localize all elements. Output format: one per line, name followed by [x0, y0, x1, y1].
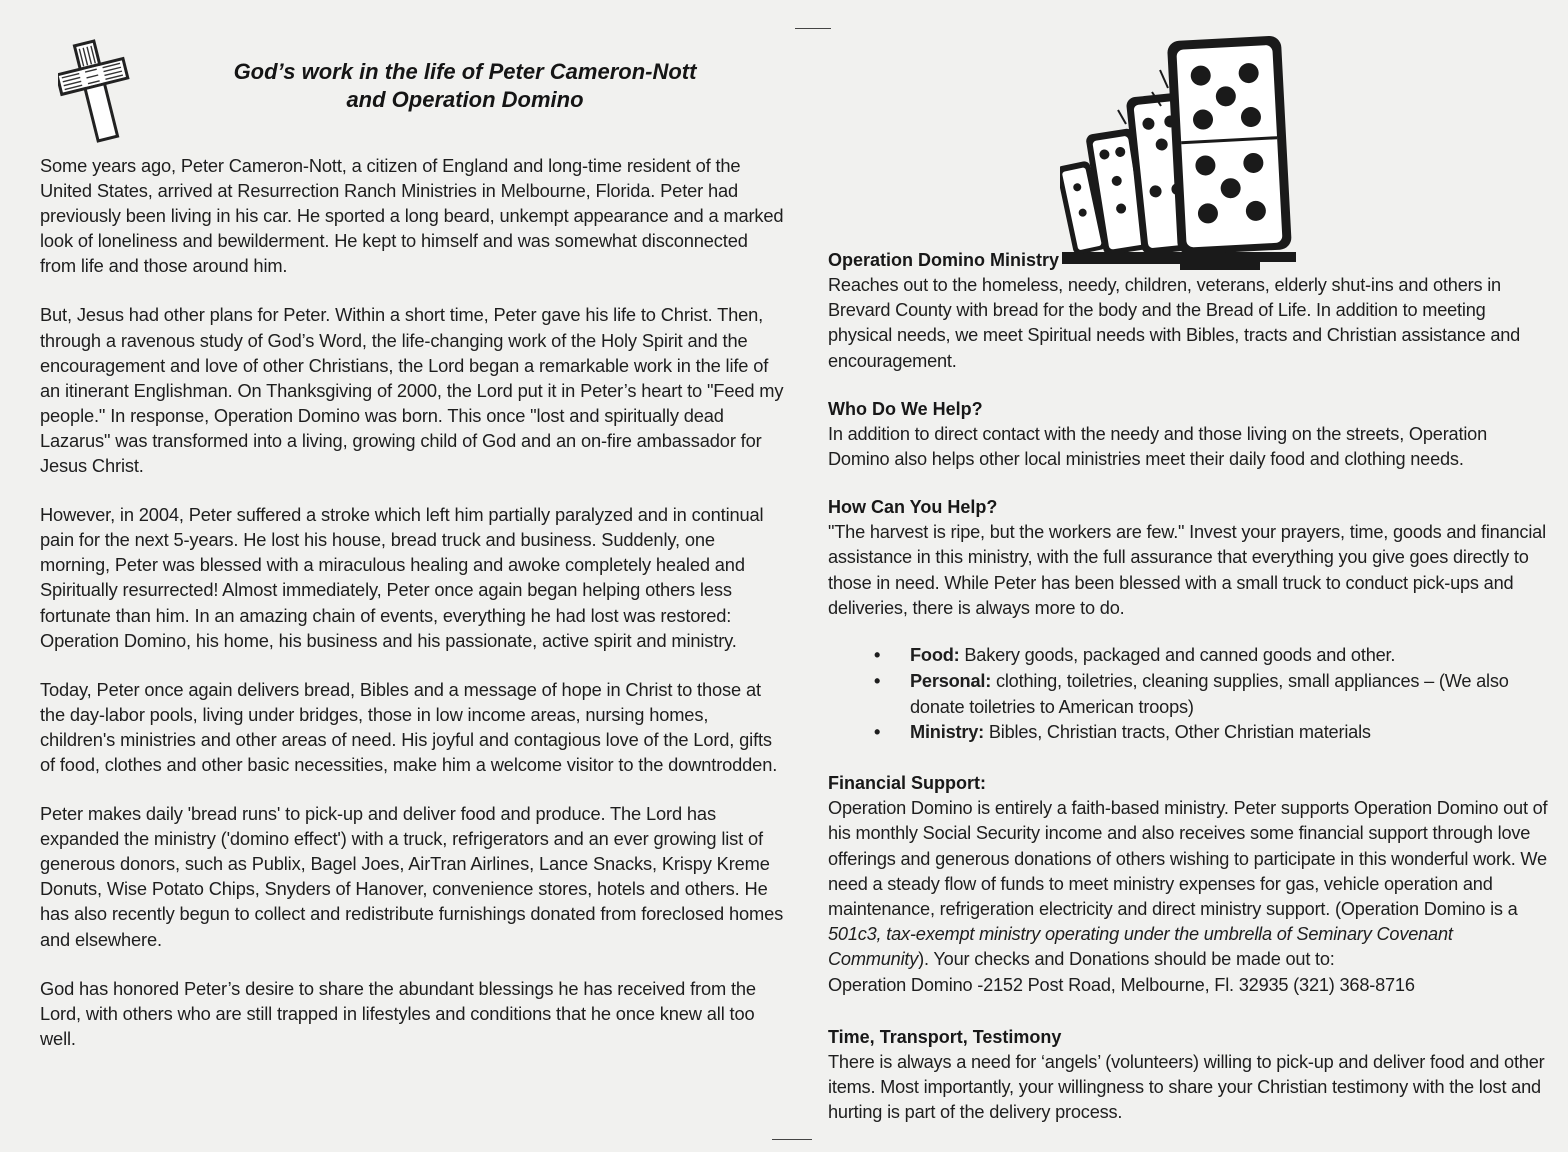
left-column	[40, 153, 785, 1075]
bullet-icon: •	[874, 645, 881, 666]
list-item	[874, 643, 1553, 669]
how-section	[828, 494, 1553, 621]
list-item-label: Personal:	[910, 670, 992, 691]
list-item	[874, 720, 1553, 746]
who-heading: Who Do We Help?	[828, 398, 983, 419]
list-item-label: Ministry:	[910, 722, 984, 743]
list-item-text: Bibles, Christian tracts, Other Christian materials	[984, 722, 1371, 743]
paragraph-5: Peter makes daily 'bread runs' to pick-up and deliver food and produce. The Lord has expanded the ministry ('domino effect') with a truck, refrigerators and an ever growing list of generous donors, such as Publix, Bagel Joes, AirTran Airlines, Lance Snacks, Krispy Kreme Donuts, Wise Potato Chips, Snyders of Hanover, convenience stores, hotels and others. He has also recently begun to collect and redistribute furnishings donated from foreclosed homes and elsewhere.	[40, 803, 784, 950]
right-column	[828, 247, 1553, 1147]
list-item-text: Bakery goods, packaged and canned goods and other.	[959, 645, 1396, 666]
ministry-body: Reaches out to the homeless, needy, children, veterans, elderly shut-ins and others in Brevard County with bread for the body and the Bread of Life. In addition to meeting physical needs, we meet Spiritual needs with Bibles, tracts and Christian assistance and encouragement.	[828, 275, 1521, 371]
paragraph-3: However, in 2004, Peter suffered a stroke which left him partially paralyzed and in continual pain for the next 5-years. He lost his house, bread truck and business. Suddenly, one morning, Peter was blessed with a miraculous healing and awoke completely healed and Spiritually resurrected! Almost immediately, Peter once again began helping others less fortunate than him. In an amazing chain of events, everything he had lost was restored: Operation Domino, his home, his business and his passionate, active spirit and ministry.	[40, 504, 764, 651]
financial-address: Operation Domino -2152 Post Road, Melbourne, Fl. 32935 (321) 368-8716	[828, 974, 1415, 995]
ministry-heading: Operation Domino Ministry	[828, 250, 1060, 270]
who-section	[828, 396, 1553, 472]
financial-body-italic: 501c3, tax-exempt ministry operating under the umbrella of Seminary Covenant Community	[828, 924, 1453, 970]
time-body: There is always a need for ‘angels’ (volunteers) willing to pick-up and deliver food and other items. Most importantly, your willingness to share your Christian testimony with the lost and hurting is part of the delivery process.	[828, 1051, 1545, 1123]
title-line-1: God’s work in the life of Peter Cameron-Nott	[233, 59, 697, 84]
paragraph-2: But, Jesus had other plans for Peter. Within a short time, Peter gave his life to Christ. Then, through a ravenous study of God’s Word, the life-changing work of the Holy Spirit and the encouragement and love of other Christians, the Lord began a remarkable work in the life of an itinerant Englishman. On Thanksgiving of 2000, the Lord put it in Peter’s heart to "Feed my people." In response, Operation Domino was born. This once "lost and spiritually dead Lazarus" was transformed into a living, growing child of God and an on-fire ambassador for Jesus Christ.	[40, 304, 784, 477]
list-item-text: clothing, toiletries, cleaning supplies, small appliances – (We also donate toiletries to American troops)	[910, 670, 1509, 717]
how-body: "The harvest is ripe, but the workers are few." Invest your prayers, time, goods and financial assistance in this ministry, with the full assurance that everything you give goes directly to those in need. While Peter has been blessed with a small truck to conduct pick-ups and deliveries, there is always more to do.	[828, 522, 1546, 618]
falling-dominoes-icon	[1060, 30, 1300, 275]
bullet-icon: •	[874, 722, 881, 743]
paragraph-6: God has honored Peter’s desire to share the abundant blessings he has received from the Lord, with others who are still trapped in lifestyles and conditions that he once knew all too well.	[40, 977, 756, 1049]
financial-heading: Financial Support:	[828, 773, 987, 794]
donation-list	[828, 643, 1553, 746]
financial-body	[828, 796, 1553, 972]
time-section	[828, 1024, 1553, 1126]
article-title	[150, 58, 780, 114]
financial-section	[828, 770, 1553, 998]
financial-body-end: ). Your checks and Donations should be made out to:	[918, 949, 1335, 970]
fold-mark-bottom	[772, 1139, 812, 1140]
bullet-icon: •	[874, 670, 881, 691]
how-heading: How Can You Help?	[828, 497, 998, 518]
paragraph-4: Today, Peter once again delivers bread, Bibles and a message of hope in Christ to those at the day-labor pools, living under bridges, those in low income areas, nursing homes, children's ministries and other areas of need. His joyful and contagious love of the Lord, gifts of food, clothes and other basic necessities, make him a welcome visitor to the downtrodden.	[40, 678, 778, 775]
financial-body-start: Operation Domino is entirely a faith-based ministry. Peter supports Operation Domino out of his monthly Social Security income and also receives some financial support through love offerings and generous donations of others wishing to participate in this wonderful work. We need a steady flow of funds to meet ministry expenses for gas, vehicle operation and maintenance, refrigeration electricity and direct ministry support. (Operation Domino is a	[828, 798, 1548, 920]
ministry-section	[828, 247, 1553, 374]
fold-mark-top	[795, 28, 831, 29]
title-line-2: and Operation Domino	[346, 87, 584, 112]
paragraph-1: Some years ago, Peter Cameron-Nott, a citizen of England and long-time resident of the United States, arrived at Resurrection Ranch Ministries in Melbourne, Florida. Peter had previously been living in his car. He sported a long beard, unkempt appearance and a marked look of loneliness and bewilderment. He kept to himself and was somewhat disconnected from life and those around him.	[40, 155, 784, 277]
list-item-label: Food:	[910, 645, 960, 666]
list-item	[874, 669, 1553, 721]
cross-icon	[58, 36, 134, 146]
who-body: In addition to direct contact with the needy and those living on the streets, Operation Domino also helps other local ministries meet their daily food and clothing needs.	[828, 423, 1487, 470]
time-heading: Time, Transport, Testimony	[828, 1026, 1062, 1047]
